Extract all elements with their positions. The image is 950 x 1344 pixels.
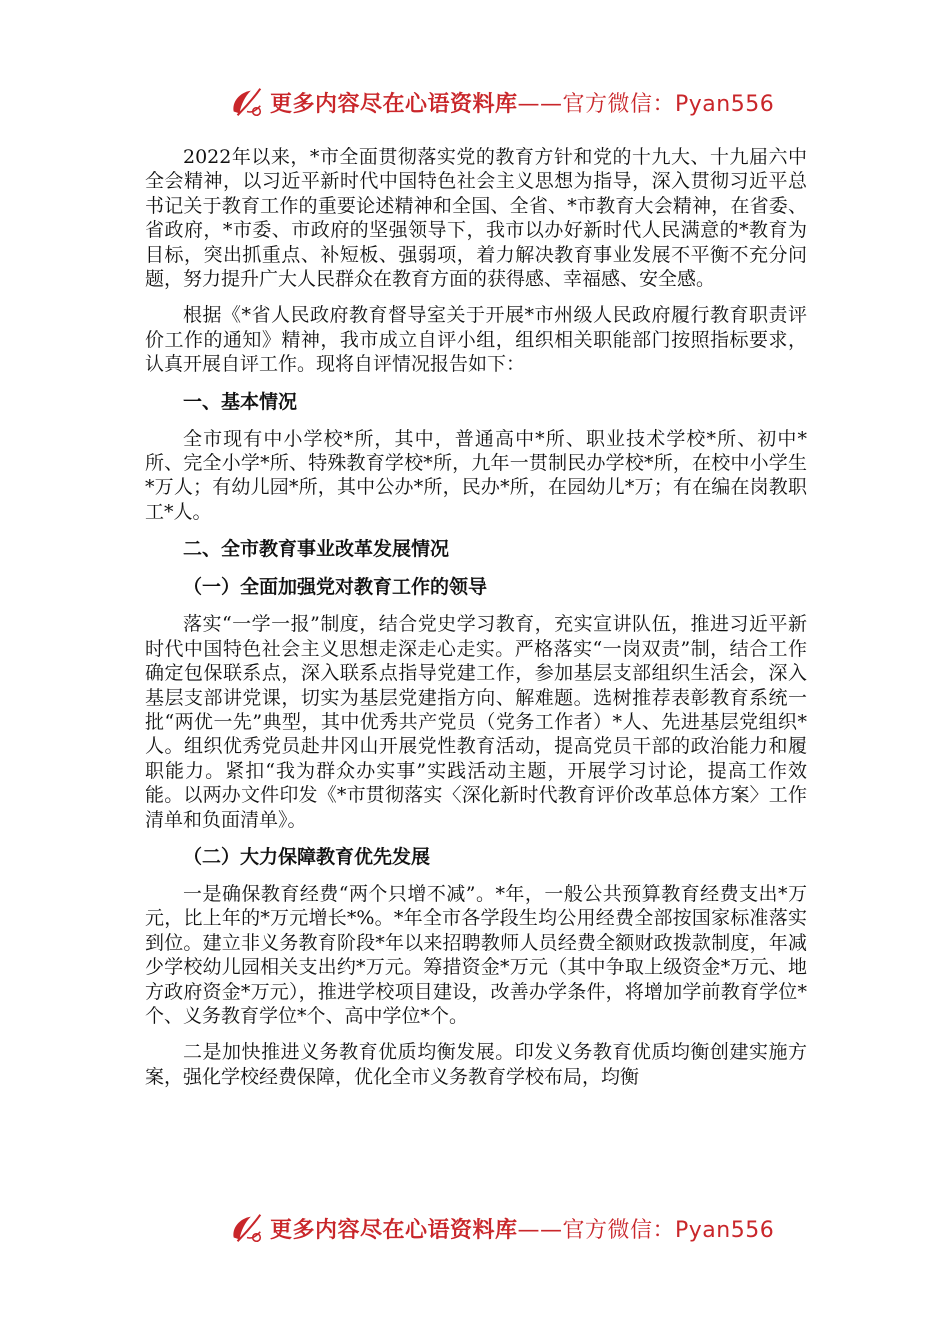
watermark-brand: 更多内容尽在心语资料库 [270,1217,518,1243]
watermark-wechat: 官方微信：Pyan556 [562,1217,775,1243]
watermark-brand: 更多内容尽在心语资料库 [270,91,518,117]
document-body [145,145,807,1101]
basic-situation-paragraph: 全市现有中小学校*所，其中，普通高中*所、职业技术学校*所、初中*所、完全小学*所、特殊教育学校*所，九年一贯制民办学校*所，在校中小学生*万人；有幼儿园*所，其中公办*所，民办*所，在园幼儿*万；有在编在岗教职工*人。 [145,427,807,523]
education-funding-paragraph: 一是确保教育经费“两个只增不减”。*年，一般公共预算教育经费支出*万元，比上年的*万元增长*%。*年全市各学段生均公用经费全部按国家标准落实到位。建立非义务教育阶段*年以来招聘教师人员经费全额财政拨款制度，年减少学校幼儿园相关支出约*万元。筹措资金*万元（其中争取上级资金*万元、地方政府资金*万元），推进学校项目建设，改善办学条件，将增加学前教育学位*个、义务教育学位*个、高中学位*个。 [145,882,807,1027]
subsection-heading-education-priority: （二）大力保障教育优先发展 [183,845,431,868]
section-heading-reform-development: 二、全市教育事业改革发展情况 [183,538,450,561]
party-leadership-paragraph: 落实“一学一报”制度，结合党史学习教育，充实宣讲队伍，推进习近平新时代中国特色社会主义思想走深走心走实。严格落实“一岗双责”制，结合工作确定包保联系点，深入联系点指导党建工作，参加基层支部组织生活会，深入基层支部讲党课，切实为基层党建指方向、解难题。选树推荐表彰教育系统一批“两优一先”典型，其中优秀共产党员（党务工作者）*人、先进基层党组织*人。组织优秀党员赴井冈山开展党性教育活动，提高党员干部的政治能力和履职能力。紧扣“我为群众办实事”实践活动主题，开展学习讨论，提高工作效能。以两办文件印发《*市贯彻落实〈深化新时代教育评价改革总体方案〉工作清单和负面清单》。 [145,613,807,831]
compulsory-education-paragraph: 二是加快推进义务教育优质均衡发展。印发义务教育优质均衡创建实施方案，强化学校经费保障，优化全市义务教育学校布局，均衡 [145,1041,807,1088]
subsection-heading-party-leadership: （一）全面加强党对教育工作的领导 [183,576,488,599]
watermark-dash: —— [517,91,563,117]
footer-watermark-banner [228,1208,788,1248]
watermark-dash: —— [517,1217,563,1243]
watermark-text [270,87,774,118]
intro-paragraph-2: 根据《*省人民政府教育督导室关于开展*市州级人民政府履行教育职责评价工作的通知》精神，我市成立自评小组，组织相关职能部门按照指标要求，认真开展自评工作。现将自评情况报告如下： [145,304,807,376]
quill-pen-logo-icon [228,1209,266,1247]
watermark-wechat: 官方微信：Pyan556 [562,91,775,117]
intro-paragraph-1: 2022年以来，*市全面贯彻落实党的教育方针和党的十九大、十九届六中全会精神，以习近平新时代中国特色社会主义思想为指导，深入贯彻习近平总书记关于教育工作的重要论述精神和全国、全省、*市教育大会精神，在省委、省政府，*市委、市政府的坚强领导下，我市以办好新时代人民满意的*教育为目标，突出抓重点、补短板、强弱项，着力解决教育事业发展不平衡不充分问题，努力提升广大人民群众在教育方面的获得感、幸福感、安全感。 [145,146,807,291]
quill-pen-logo-icon [228,83,266,121]
section-heading-basic-situation: 一、基本情况 [183,390,298,413]
header-watermark-banner [228,82,788,122]
watermark-text [270,1213,774,1244]
